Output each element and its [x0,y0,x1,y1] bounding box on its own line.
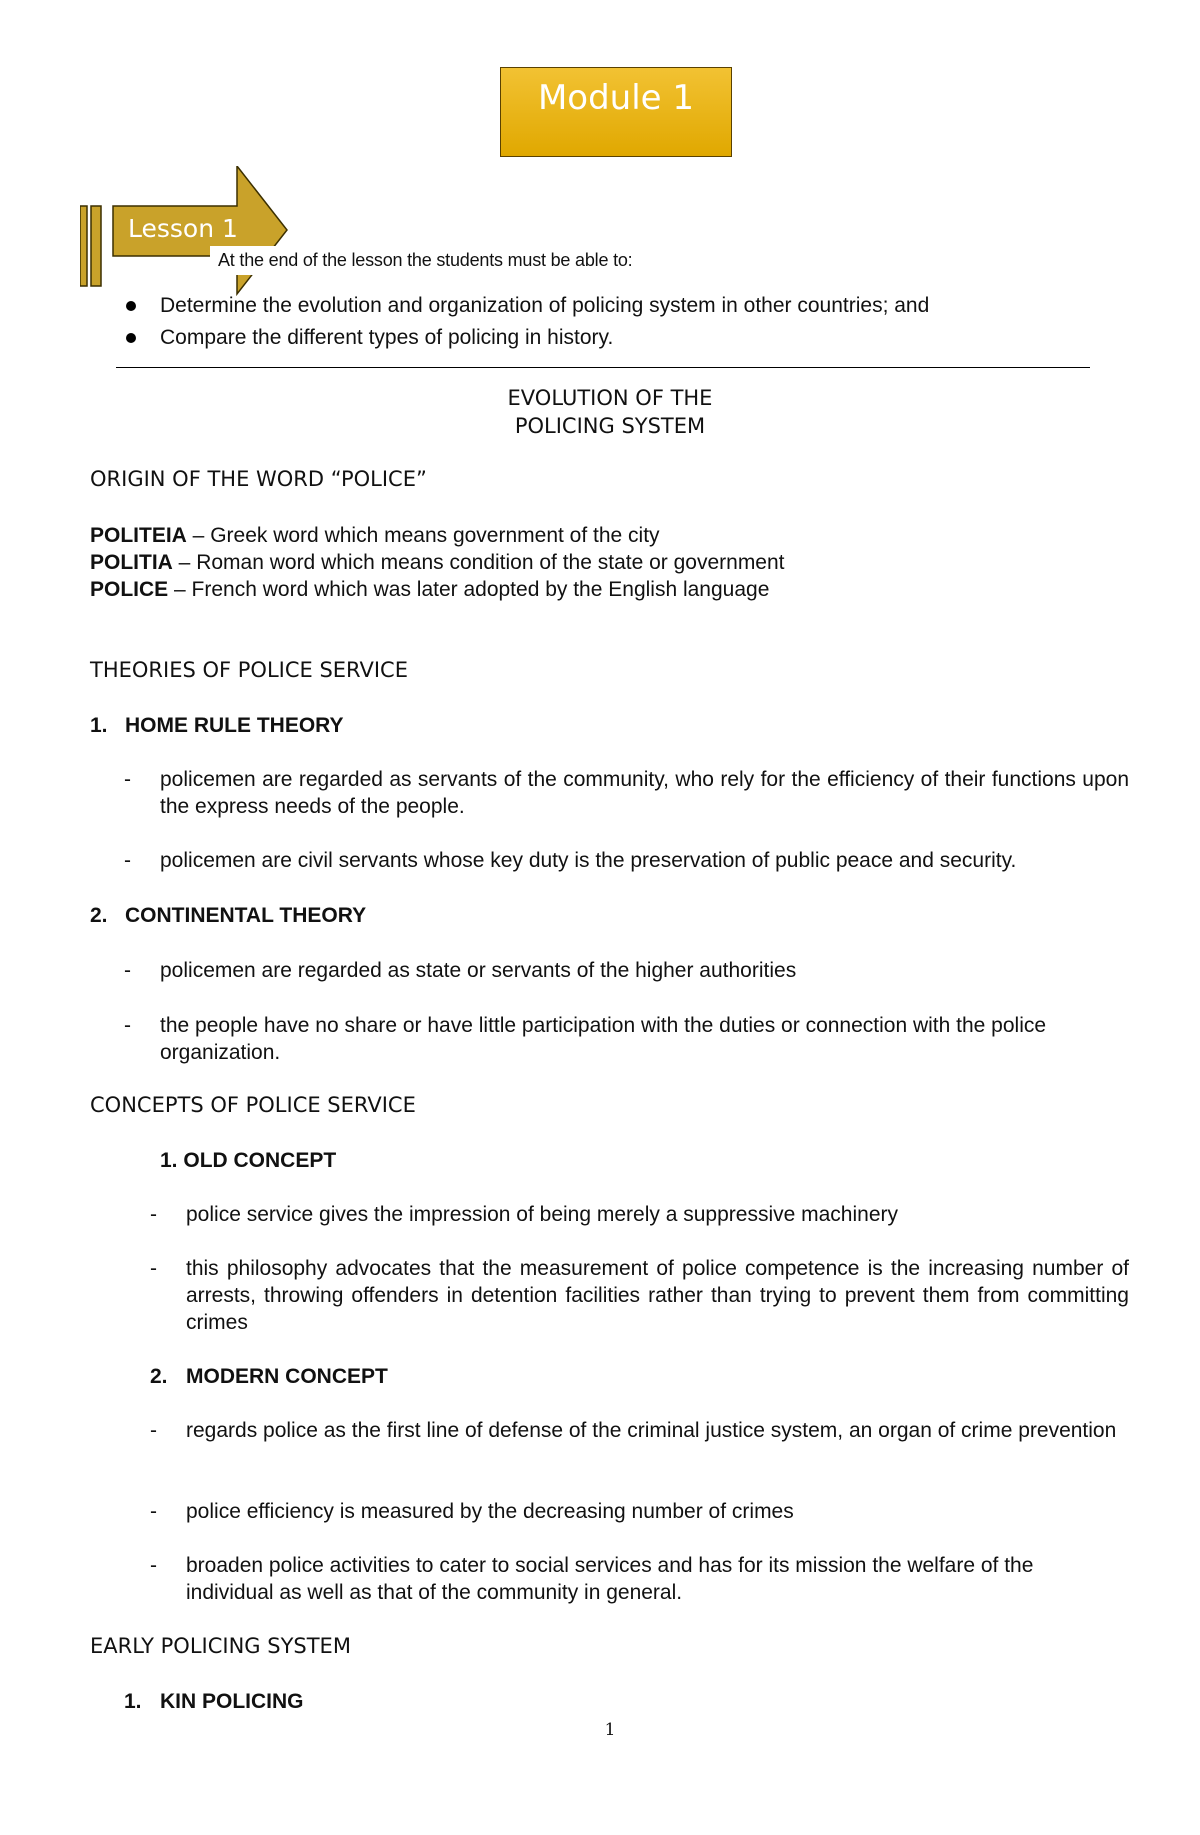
concept-2-point-2: - police efficiency is measured by the decreasing number of crimes [150,1500,794,1523]
origin-heading: ORIGIN OF THE WORD “POLICE” [90,467,427,491]
objective-item: Determine the evolution and organization of policing system in other countries; and [118,290,929,322]
origin-term-police: POLICE – French word which was later adopted by the English language [90,578,770,601]
theory-2-title: 2. CONTINENTAL THEORY [90,904,367,927]
theories-heading: THEORIES OF POLICE SERVICE [90,658,408,682]
theory-1-point-1: - policemen are regarded as servants of the community, who rely for the efficiency of their functions upon the express needs of the people. [124,768,1129,818]
origin-term-politia: POLITIA – Roman word which means condition of the state or government [90,551,785,574]
main-title-line-2: POLICING SYSTEM [514,414,706,438]
objectives-list [118,290,929,354]
concept-1-point-1: - police service gives the impression of being merely a suppressive machinery [150,1203,898,1226]
page-number: 1 [604,1720,616,1740]
theory-2-point-1: - policemen are regarded as state or servants of the higher authorities [124,959,797,982]
concept-1-title: 1. OLD CONCEPT [160,1149,337,1172]
module-title-box [500,67,732,157]
bullet-icon [126,301,136,311]
early-1-title: 1. KIN POLICING [124,1690,304,1713]
theory-1-title: 1. HOME RULE THEORY [90,714,344,737]
concept-2-point-3: - broaden police activities to cater to social services and has for its mission the welfare of the individual as well as that of the community in general. [150,1554,1034,1604]
theory-1-point-2: - policemen are civil servants whose key duty is the preservation of public peace and security. [124,849,1017,872]
concept-1-point-2: - this philosophy advocates that the measurement of police competence is the increasing number of arrests, throwing offenders in detention facilities rather than trying to prevent them from committing crimes [150,1257,1129,1334]
lesson-title: Lesson 1 [128,214,238,243]
concepts-heading: CONCEPTS OF POLICE SERVICE [90,1093,416,1117]
concept-2-point-1: - regards police as the first line of defense of the criminal justice system, an organ of crime prevention [150,1419,1117,1442]
concept-2-title: 2. MODERN CONCEPT [150,1365,388,1388]
module-title: Module 1 [537,78,695,118]
objectives-intro: At the end of the lesson the students must be able to: [210,246,640,275]
horizontal-divider [116,367,1090,368]
main-title-line-1: EVOLUTION OF THE [507,386,713,410]
objective-item: Compare the different types of policing in history. [118,322,929,354]
origin-term-politeia: POLITEIA – Greek word which means government of the city [90,524,660,547]
early-heading: EARLY POLICING SYSTEM [90,1634,351,1658]
theory-2-point-2: - the people have no share or have little participation with the duties or connection with the police organization. [124,1014,1047,1064]
bullet-icon [126,333,136,343]
